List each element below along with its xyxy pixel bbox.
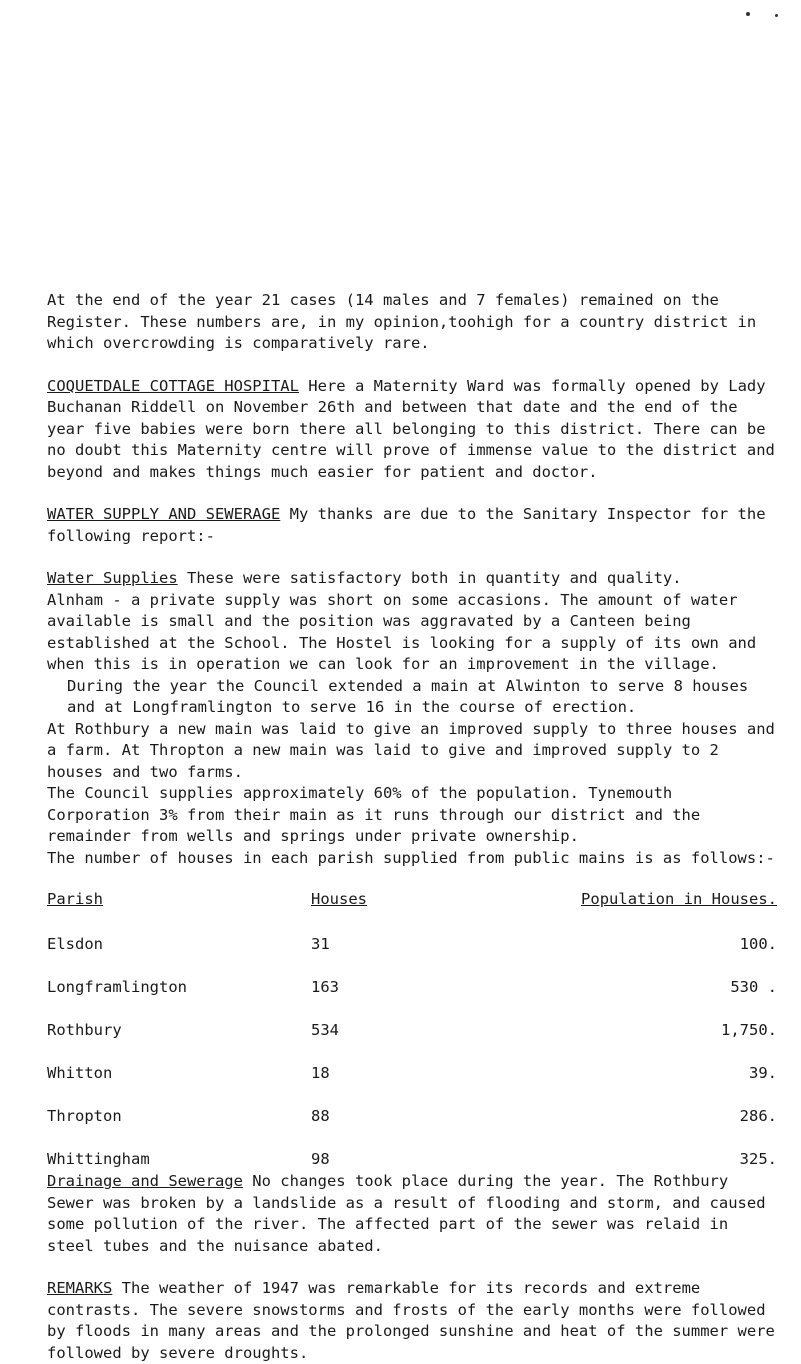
supplies-text: These were satisfactory both in quantity and quality. (177, 569, 682, 587)
table-row (47, 934, 777, 977)
parish-houses-table (47, 889, 777, 1171)
water-heading: WATER SUPPLY AND SEWERAGE (47, 505, 281, 523)
houses-cell: 98 (311, 1150, 330, 1168)
parish-cell: Whittingham (47, 1150, 150, 1168)
houses-cell: 31 (311, 935, 330, 953)
register-paragraph: At the end of the year 21 cases (14 males and 7 females) remained on the Register. These numbers are, in my opinion,toohigh for a country district in which overcrowding is comparatively rare. (47, 291, 766, 352)
parish-cell: Longframlington (47, 978, 187, 996)
parish-cell: Thropton (47, 1107, 122, 1125)
number-paragraph: The number of houses in each parish supplied from public mains is as follows:- (47, 848, 775, 867)
scan-speck (775, 14, 778, 17)
drainage-paragraph (47, 1171, 777, 1257)
population-header: Population in Houses. (581, 890, 777, 908)
supplies-paragraph (47, 568, 777, 590)
during-paragraph: During the year the Council extended a main at Alwinton to serve 8 houses and at Longframlington to serve 16 in the course of erection. (67, 676, 758, 716)
hospital-text: Here a Maternity Ward was formally opened by Lady Buchanan Riddell on November 26th and between that date and the end of the year five babies were born there all belonging to this district. There can be no doubt this Maternity centre will prove of immense value to the district and beyond and makes things much easier for patient and doctor. (47, 376, 785, 481)
parish-cell: Whitton (47, 1064, 113, 1082)
population-cell: 100. (739, 935, 777, 953)
table-row (47, 977, 777, 1020)
houses-cell: 88 (311, 1107, 330, 1125)
rothbury-paragraph: At Rothbury a new main was laid to give an improved supply to three houses and a farm. At Thropton a new main was laid to give and improved supply to 2 houses and two farms. (47, 719, 785, 781)
table-row (47, 1149, 777, 1171)
alnham-paragraph: Alnham - a private supply was short on some accasions. The amount of water available is small and the position was aggravated by a Canteen being established at the School. The Hostel is looking for a supply of its own and when this is in operation we can look for an improvement in the village. (47, 590, 766, 673)
report-body (47, 290, 785, 1364)
table-row (47, 1020, 777, 1063)
water-text: My thanks are due to the Sanitary Inspector for the following report:- (47, 505, 775, 545)
hospital-paragraph (47, 376, 785, 484)
remarks-text: The weather of 1947 was remarkable for its records and extreme contrasts. The severe snowstorms and frosts of the early months were followed by floods in many areas and the prolonged sunshine and heat of the summer were followed by severe droughts. (47, 1279, 785, 1362)
table-header-row (47, 889, 777, 934)
parish-cell: Elsdon (47, 935, 103, 953)
houses-cell: 163 (311, 978, 339, 996)
population-cell: 39. (749, 1064, 777, 1082)
houses-cell: 534 (311, 1021, 339, 1039)
table-row (47, 1063, 777, 1106)
population-cell: 1,750. (721, 1021, 777, 1039)
houses-cell: 18 (311, 1064, 330, 1082)
council-paragraph: The Council supplies approximately 60% of the population. Tynemouth Corporation 3% from their main as it runs through our district and the remainder from wells and springs under private ownership. (47, 784, 710, 845)
population-cell: 286. (739, 1107, 777, 1125)
parish-cell: Rothbury (47, 1021, 122, 1039)
drainage-text: No changes took place during the year. The Rothbury Sewer was broken by a landslide as a result of flooding and storm, and caused some pollution of the river. The affected part of the sewer was relaid in steel tubes and the nuisance abated. (47, 1172, 775, 1255)
scan-speck (746, 12, 750, 16)
remarks-heading: REMARKS (47, 1279, 113, 1297)
population-cell: 530 . (730, 978, 777, 996)
houses-header: Houses (311, 890, 367, 908)
supplies-heading: Water Supplies (47, 569, 178, 587)
parish-header: Parish (47, 890, 103, 908)
table-row (47, 1106, 777, 1149)
hospital-heading: COQUETDALE COTTAGE HOSPITAL (47, 376, 299, 395)
population-cell: 325. (739, 1150, 777, 1168)
water-paragraph (47, 504, 777, 547)
remarks-paragraph (47, 1278, 785, 1364)
drainage-heading: Drainage and Sewerage (47, 1172, 243, 1190)
